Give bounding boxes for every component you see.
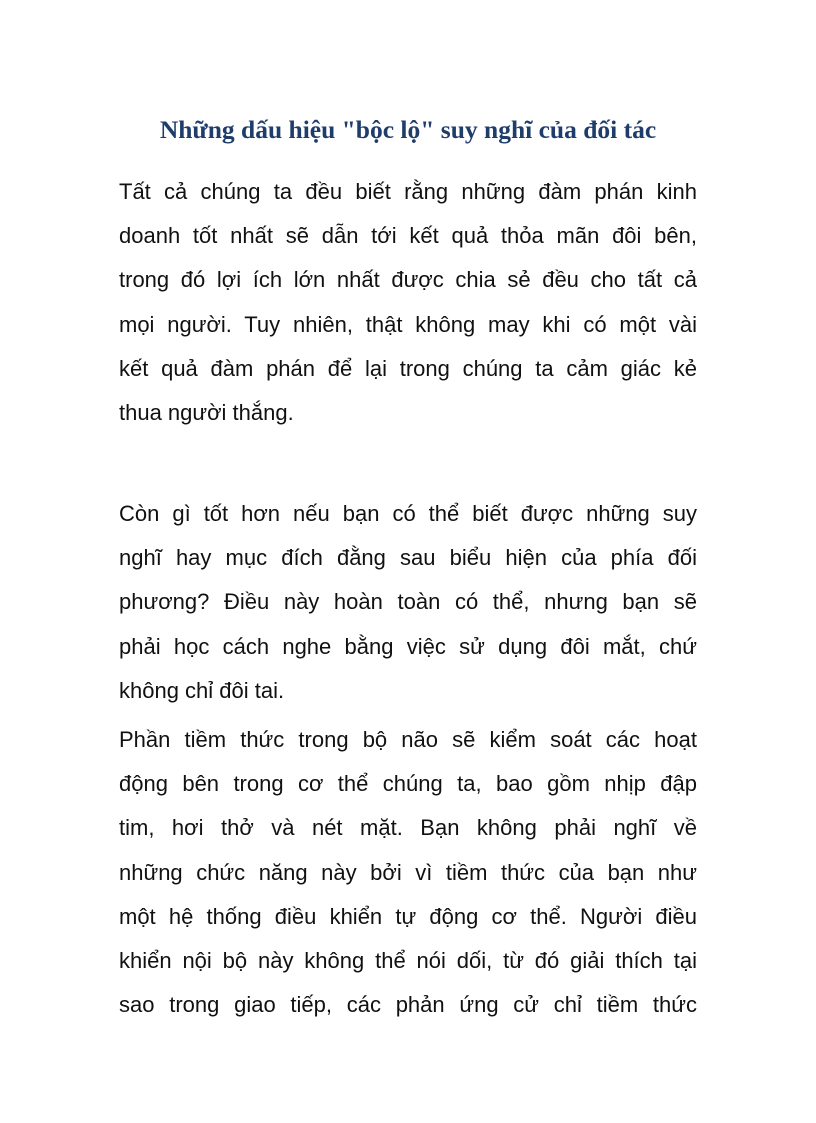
paragraph-3 (119, 718, 697, 1027)
paragraph-line: kết quả đàm phán để lại trong chúng ta cảm giác kẻ (119, 355, 697, 381)
paragraph-line: động bên trong cơ thể chúng ta, bao gồm nhịp đập (119, 771, 697, 797)
paragraph-line: mọi người. Tuy nhiên, thật không may khi có một vài (119, 311, 697, 337)
paragraph-line: trong đó lợi ích lớn nhất được chia sẻ đều cho tất cả (119, 267, 697, 293)
paragraph-line: thua người thắng. (119, 400, 294, 426)
paragraph-line: sao trong giao tiếp, các phản ứng cử chỉ tiềm thức (119, 992, 697, 1018)
paragraph-line: Còn gì tốt hơn nếu bạn có thể biết được những suy (119, 501, 697, 526)
document-title: Những dấu hiệu "bộc lộ" suy nghĩ của đối tác (159, 115, 657, 144)
paragraph-1 (119, 170, 697, 435)
paragraph-line: doanh tốt nhất sẽ dẫn tới kết quả thỏa mãn đôi bên, (119, 223, 697, 249)
paragraph-line: nghĩ hay mục đích đằng sau biểu hiện của phía đối (119, 545, 697, 571)
paragraph-line: tim, hơi thở và nét mặt. Bạn không phải nghĩ về (119, 815, 697, 841)
paragraph-2 (119, 492, 697, 713)
paragraph-line: phải học cách nghe bằng việc sử dụng đôi mắt, chứ (119, 633, 697, 659)
paragraph-line: Phần tiềm thức trong bộ não sẽ kiểm soát các hoạt (119, 727, 697, 752)
paragraph-line: khiển nội bộ này không thể nói dối, từ đó giải thích tại (119, 948, 697, 974)
paragraph-line: Tất cả chúng ta đều biết rằng những đàm phán kinh (119, 179, 697, 204)
paragraph-line: không chỉ đôi tai. (119, 677, 285, 703)
paragraph-line: những chức năng này bởi vì tiềm thức của bạn như (119, 859, 697, 885)
paragraph-line: một hệ thống điều khiển tự động cơ thể. Người điều (119, 903, 697, 929)
paragraph-line: phương? Điều này hoàn toàn có thể, nhưng bạn sẽ (119, 589, 697, 615)
